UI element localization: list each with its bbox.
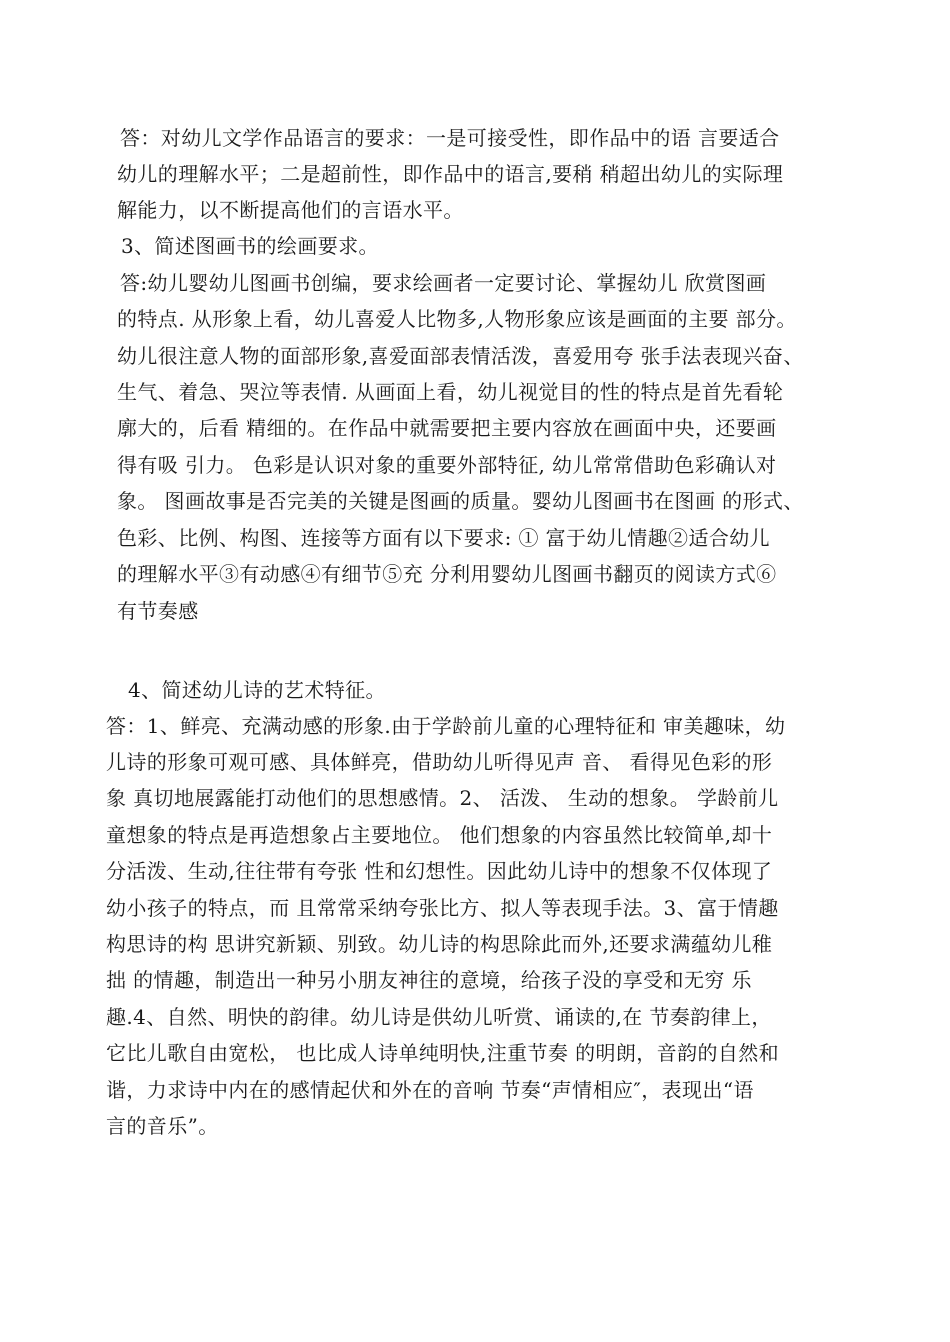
text-line: 象。 图画故事是否完美的关键是图画的质量。婴幼儿图画书在图画 的形式、: [117, 489, 804, 513]
text-line: 幼儿的理解水平；二是超前性，即作品中的语言,要稍 稍超出幼儿的实际理: [117, 162, 784, 186]
text-line: 趣.4、自然、明快的韵律。幼儿诗是供幼儿听赏、诵读的,在 节奏韵律上，: [106, 1005, 772, 1029]
text-line: 的特点. 从形象上看，幼儿喜爱人比物多,人物形象应该是画面的主要 部分。: [117, 307, 797, 331]
text-line: 儿诗的形象可观可感、具体鲜亮，借助幼儿听得见声 音、 看得见色彩的形: [106, 750, 773, 774]
text-line: 分活泼、生动,往往带有夸张 性和幻想性。因此幼儿诗中的想象不仅体现了: [106, 859, 773, 883]
question-heading: 3、简述图画书的绘画要求。: [121, 234, 379, 258]
text-line: 有节奏感: [117, 599, 199, 623]
text-line: 答：对幼儿文学作品语言的要求：一是可接受性，即作品中的语 言要适合: [120, 126, 780, 150]
text-line: 廓大的，后看 精细的。在作品中就需要把主要内容放在画面中央，还要画: [117, 416, 777, 440]
text-line: 谐，力求诗中内在的感情起伏和外在的音响 节奏“声情相应″，表现出“语: [106, 1078, 754, 1102]
text-line: 它比儿歌自由宽松， 也比成人诗单纯明快,注重节奏 的明朗，音韵的自然和: [106, 1041, 780, 1065]
text-line: 幼儿很注意人物的面部形象,喜爱面部表情活泼，喜爱用夸 张手法表现兴奋、: [117, 344, 804, 368]
text-line: 童想象的特点是再造想象占主要地位。 他们想象的内容虽然比较简单,却十: [106, 823, 773, 847]
text-line: 得有吸 引力。 色彩是认识对象的重要外部特征, 幼儿常常借助色彩确认对: [117, 453, 777, 477]
text-line: 幼小孩子的特点，而 且常常采纳夸张比方、拟人等表现手法。3、富于情趣: [106, 896, 779, 920]
question-heading: 4、简述幼儿诗的艺术特征。: [128, 678, 386, 702]
text-line: 的理解水平③有动感④有细节⑤充 分利用婴幼儿图画书翻页的阅读方式⑥: [117, 562, 777, 586]
text-line: 生气、着急、哭泣等表情. 从画面上看，幼儿视觉目的性的特点是首先看轮: [117, 380, 784, 404]
text-line: 言的音乐”。: [106, 1114, 219, 1138]
text-line: 解能力，以不断提高他们的言语水平。: [117, 198, 464, 222]
text-line: 色彩、比例、构图、连接等方面有以下要求: ① 富于幼儿情趣②适合幼儿: [117, 526, 771, 550]
text-line: 象 真切地展露能打动他们的思想感情。2、 活泼、 生动的想象。 学龄前儿: [106, 786, 779, 810]
text-line: 构思诗的构 思讲究新颖、别致。幼儿诗的构思除此而外,还要求满蕴幼儿稚: [106, 932, 773, 956]
text-line: 答：1、鲜亮、充满动感的形象.由于学龄前儿童的心理特征和 审美趣味，幼: [106, 714, 786, 738]
text-line: 答:幼儿婴幼儿图画书创编，要求绘画者一定要讨论、掌握幼儿 欣赏图画: [120, 271, 767, 295]
text-line: 拙 的情趣，制造出一种另小朋友神往的意境，给孩子没的享受和无穷 乐: [106, 968, 752, 992]
